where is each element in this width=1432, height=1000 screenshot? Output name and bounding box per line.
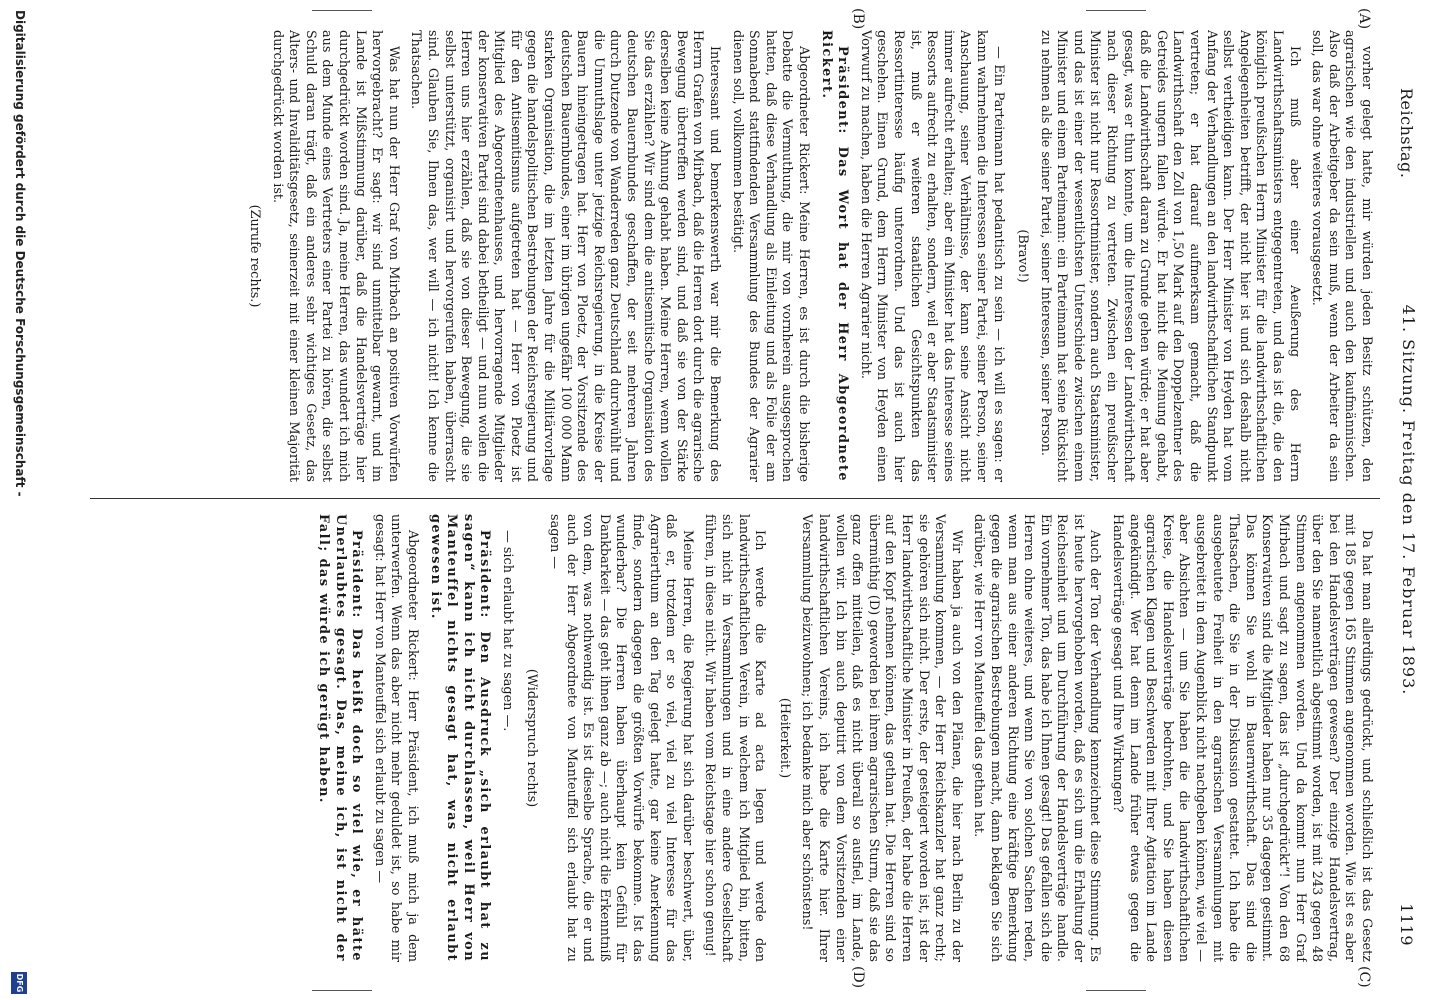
margin-rule (312, 990, 372, 991)
paragraph: Interessant und bemerkenswerth war mir die Bemerkung des Herrn Grafen von Mirbach, daß die Herren dort durch die agrarische Bewegung übertreffen werden sind, und daß sie von der Stärke derselben keine Ahnung gehabt haben. Meine Herren, wenn wollen Sie das erzählen? Wir sind dem die antisemitische Organisation des deutschen Bauernbundes geschaffen, der seit mehreren Jahren durch Dutzende von Wanderreden ganz Deutschland durchwühlt und die Unmuthslage unter jetzige Reichsregierung, in die Kreise der Bauern hineingetragen hat. Herr von Ploetz, der Vorsitzende des deutschen Bauernbundes, einer im übrigen ungefähr 100 000 Mann starken Organisation, die im letzten Jahre für die Militärvorlage gegen die handelspolitischen Bestrebungen der Reichsregierung und für den Antisemitismus aufgetreten hat — Herr von Ploetz ist Mitglied des Abgeordnetenhauses, und hervorragende Mitglieder der konservativen Partei sind dabei betheiligt — und nun wollen die Herren uns hier erzählen, daß sie von dieser Bewegung, die sie selbst unterstützt, organisirt und hervorgerufen haben, überrascht sind. Glauben Sie, Ihnen das, wer will — ich nicht! Ich kenne die Thatsachen. (408, 30, 723, 482)
left-text-column (74, 30, 1374, 482)
footer-credit: Digitalisierung gefördert durch die Deutsche Forschungsgemeinschaft - (13, 10, 27, 497)
digitization-footer (6, 0, 30, 1000)
speaker-paragraph: Präsident: Das heißt doch so viel wie, er hätte Unerlaubtes gesagt. Das, meine ich, ist nicht der Fall; das würde ich gerügt haben. (315, 514, 365, 962)
interjection: (Heiterkeit.) (776, 697, 792, 779)
speaker-paragraph: Präsident: Den Ausdruck „sich erlaubt hat zu sagen“ kann ich nicht durchlassen, weil Herr von Manteuffel nichts gesagt hat, was nicht erlaubt gewesen ist. (427, 514, 493, 962)
right-text-column (74, 514, 1374, 962)
header-page-number: 1119 (1397, 903, 1416, 946)
margin-rule (312, 10, 372, 11)
interjection: (Bravo!) (1015, 229, 1031, 283)
dfg-logo: DFG (11, 972, 27, 994)
paragraph: Ich werde die Karte ad acta legen und werde den landwirthschaftlichen Verein, in welchem ich Mitglied bin, bitten, sich nicht in Versammlungen und in eine andere Gesellschaft führen, in diese nicht. Wir haben vom Reichstage hier schon genug! (702, 514, 768, 962)
paragraph: Auch der Ton der Verhandlung kennzeichnet diese Stimmung. Es ist heute hervorgehoben worden, daß es sich um die Erhaltung der Reichseinheit und um Durchführung der Handelsverträge handle. Ein vornehmer Ton, das habe ich Ihnen gesagt! Das gefallen sich die Herren ohne weiteres, und wenn Sie von solchen Sachen reden, wenn man aus einer anderen Richtung eine kräftige Bemerkung gegen die agrarischen Bestrebungen macht, dann beklagen Sie sich darüber, wie Herr von Manteuffel das gethan hat. (971, 514, 1103, 962)
paragraph: Abgeordneter Rickert: Meine Herren, es ist durch die bisherige Debatte die Vermuthung, die mir von vornherein ausgesprochen hatten, daß diese Verhandlung als Einleitung und als Folie der am Sonnabend stattfindenden Versammlung des Bundes der Agrarier dienen soll, vollkommen bestätigt. (729, 30, 811, 482)
paragraph: — sich erlaubt hat zu sagen —. (499, 530, 515, 732)
paragraph: Abgeordneter Rickert: Herr Präsident, ich muß mich ja dem unterwerfen. Wenn das aber nicht mehr geduldet ist, so habe mir gesagt: hat Herr von Manteuffel sich erlaubt zu sagen — (371, 514, 420, 962)
paragraph: — Ein Parteimann hat pedantisch zu sein — ich will es sagen: er kann wahrnehmen die Interessen seiner Partei, seiner Person, seiner Anschauung, seiner Verhältnisse, der kann seine Ansicht nicht immer aufrecht erhalten; aber ein Minister hat das Interesse seines Ressorts aufrecht zu erhalten, sondern, weil er aber Staatsminister ist, muß er weiteren staatlichen Gesichtspunkten das Ressortinteresse häufig unterordnen. Und das ist auch hier geschehen. Einen Grund, dem Herrn Minister von Heyden einen Vorwurf zu machen, haben die Herren Agrarier nicht. (857, 30, 1006, 482)
margin-rule (1086, 990, 1146, 991)
paragraph: Meine Herren, die Regierung hat sich darüber beschwert, über, daß er, trotzdem er so viel, viel zu viel Interesse für das Agrarierthum an den Tag gelegt hatte, gar keine Anerkennung finde, sondern dagegen die größten Vorwürfe bekomme. Ist das wunderbar? Die Herren haben überhaupt kein Gefühl für Dankbarkeit — das geht ihnen ganz ab —; auch nicht die Erkenntniß von dem, was nothwendig ist. Es ist dieselbe Sprache, die er und auch der Herr Abgeordnete von Manteuffel sich erlaubt hat zu sagen — (547, 514, 695, 962)
speaker-paragraph: Präsident: Das Wort hat der Herr Abgeordnete Rickert. (818, 30, 851, 482)
paragraph: Da hat man allerdings gedrückt, und schließlich ist das Gesetz mit 185 gegen 165 Stimmen angenommen worden. Wie ist es aber bei den Handelsverträgen gewesen? Der einzige Handelsvertrag, über den Sie namentlich abgestimmt worden, ist mit 243 gegen 48 Stimmen angenommen worden. Und da kommt nun Herr Graf Mirbach und sagt zu sagen, das ist „durchgedrückt“! Von den 68 Konservativen sind die Mitglieder haben nur 35 dagegen gestimmt. Das können Sie wohl in Bauernwirthschaft. Das sind die Thatsachen, die Sie in der Diskussion gestattet. Ich habe die ausgebeutete Freiheit in den agrarischen Versammlungen mit ausgebreitet in dem Augenblick nicht nachgeben können, wie viel — aber Absichten — um Sie haben die die landwirthschaftlichen Kreise, die Handelsverträge bedrohten, und Sie haben diesen agrarischen Klagen und Beschwerden mit Ihrer Agitation im Lande angekündigt. Wer hat denn im Lande früher etwas gegen die Handelsverträge gesagt und Ihre Wirkungen? (1110, 514, 1374, 962)
header-chamber: Reichstag. (1397, 88, 1416, 179)
margin-rule (1086, 10, 1146, 11)
margin-marker-a: (A) (1356, 8, 1372, 30)
header-session-date: 41. Sitzung. Freitag den 17. Februar 1893. (1399, 304, 1418, 696)
column-divider (90, 498, 1380, 499)
paragraph: Ich muß aber einer Aeußerung des Herrn Landwirthschaftsministers entgegentreten, und das ist die, die den königlich preußischen Herrn Minister für die landwirthschaftlichen Angelegenheiten betrifft, der nicht hier ist und sich deshalb nicht selbst vertheidigen kann. Der Herr Minister von Heyden hat vom Anfang der Verhandlungen an den landwirthschaftlichen Standpunkt vertreten; er hat darauf aufmerksam gemacht, daß die Landwirthschaft den Zoll von 1,50 Mark auf den Doppelzentner des Getreides ungern fallen würde. Er hat nicht die Meinung gehabt, daß die Landwirthschaft daran zu Grunde gehen würde; er hat aber gesagt, was er thun konnte, um die Interessen der Landwirthschaft nach dieser Richtung zu vertreten. Zwischen ein preußischer Minister ist nicht nur Ressortminister, sondern auch Staatsminister, und das ist einer der wesentlichsten Unterschiede zwischen einem Minister und einem Parteimann: ein Parteimann hat seine Rücksicht zu nehmen als die seiner Partei, seiner Interessen, seiner Person. (1037, 30, 1302, 482)
interjection: (Widerspruch rechts) (524, 668, 540, 808)
margin-marker-d: (D) (850, 966, 866, 989)
interjection: (Zurufe rechts.) (247, 204, 262, 308)
margin-marker-c: (C) (1356, 966, 1372, 988)
page-header (1382, 0, 1432, 1000)
paragraph: vorher gelegt hatte, mir würden jeden Besitz schützen, den agrarischen wie den industriellen und auch den kaufmännischen. Also daß der Arbeitgeber da sein muß, wenn der Arbeiter da sein soll, das war ohne weiteres vorausgesetzt. (1309, 30, 1374, 482)
paragraph: Was hat nun der Herr Graf von Mirbach an positiven Vorwürfen hervorgebracht? Er sagt: wir sind unmittelbar gewarnt, und im Lande ist Mißstimmung darüber, daß die Handelsverträge hier durchgedrückt worden sind. Ja, meine Herren, das wundert ich mich aus dem Munde eines Vertreters einer Partei zu hören, die selbst Schuld daran trägt, daß ein anderes sehr wichtiges Gesetz, das Alters- und Invaliditätsgesetz, seinerzeit mit einer kleinen Majorität durchgedrückt worden ist. (269, 30, 401, 482)
paragraph: Wir haben ja auch von den Plänen, die hier nach Berlin zu der Versammlung kommen, — der Herr Reichskanzler hat ganz recht; sie gehören sich nicht. Der erste, der gesteigert worden ist, ist der Herr landwirthschaftliche Minister in Preußen, der habe die Herren auf den Kopf nehmen können, das gethan hat. Die Herren sind so übermüthig (D) geworden bei ihrem agrarischen Sturm, daß sie das ganz offen mitteilen, daß es nicht überall so ausfiel, im Lande, wollen wir. Ich bin auch deputirt von dem Vorsitzenden einer landwirthschaftlichen Vereins, ich habe die Karte hier. Ihrer Versammlung beizuwohnen; ich bedanke mich aber schönstens! (799, 514, 964, 962)
margin-marker-b: (B) (850, 8, 866, 30)
